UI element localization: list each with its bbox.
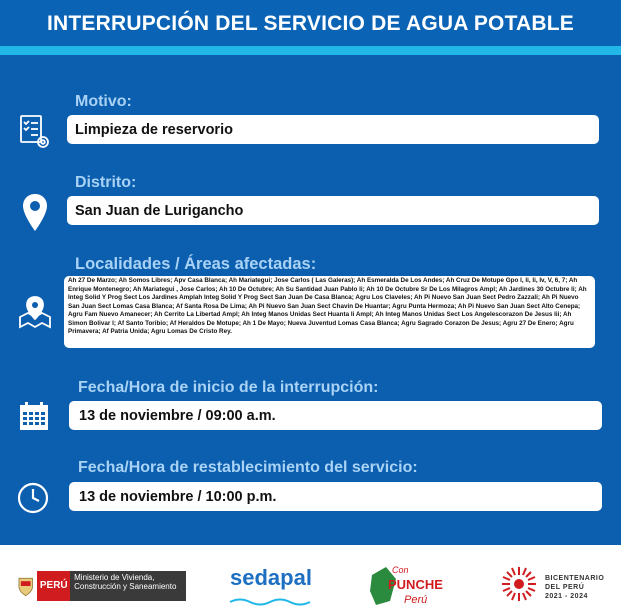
distrito-label: Distrito: — [75, 174, 137, 191]
inicio-value: 13 de noviembre / 09:00 a.m. — [69, 401, 602, 430]
coat-of-arms-icon — [18, 575, 33, 597]
sedapal-wave-icon — [228, 593, 318, 611]
punche-text-3: Perú — [404, 594, 428, 606]
peru-badge: PERÚ — [37, 571, 70, 601]
ministerio-name: Ministerio de Vivienda, Construcción y Saneamiento — [70, 571, 186, 601]
sedapal-logo: sedapal — [230, 565, 312, 590]
motivo-value: Limpieza de reservorio — [67, 115, 599, 144]
clock-icon — [17, 482, 49, 514]
motivo-label: Motivo: — [75, 93, 132, 110]
location-pin-icon — [22, 193, 48, 233]
punche-text-1: Con — [392, 565, 409, 575]
page-title: INTERRUPCIÓN DEL SERVICIO DE AGUA POTABLE — [0, 0, 621, 46]
header-stripe — [0, 46, 621, 55]
bicentenario-logo-icon — [500, 565, 538, 608]
calendar-icon — [19, 401, 49, 431]
con-punche-peru-logo — [366, 561, 448, 616]
map-pin-icon — [18, 295, 52, 329]
bicentenario-line-3: 2021 - 2024 — [545, 593, 588, 600]
punche-text-2: PUNCHE — [388, 577, 443, 592]
checklist-icon — [19, 114, 51, 150]
restablecimiento-label: Fecha/Hora de restablecimiento del servicio: — [78, 459, 418, 476]
localidades-value: Ah 27 De Marzo; Ah Somos Libres; Apv Casa Blanca; Ah Mariategui; Jose Carlos ( Las Galeras); Ah Esmeralda De Los Andes; Ah Cruz De Motupe Gpo I, Ii, Ii, Iv, V, 6, 7; Ah Enrique Montenegro; Ah Mariategui , Jose Carlos; Ah 10 De Octubre; Ah Su Santidad Juan Pablo Ii; Ah 10 De Octubre Sr De Los Milagros Ampl; Ah Jardines 30 Octubre Ii; Ah Integ Solid Y Prog Sect Los Jardines Amplah Integ Solid Y Prog Sect San Juan De Casa Blanca; Agru Los Claveles; Ah Pi Nuevo San Juan Sect Pedro Zazzali; Ah Pi Nuevo San Juan Sect Lomas Casa Blanca; Af Santa Rosa De Lima; Ah Pi Nuevo San Juan Sect Chavin De Huantar; Agru Punta Hermoza; Ah Pi Nuevo San Juan Sect Alto Cenepa; Agru Fam Nuevo Amanecer; Ah Cerrito La Libertad Ampl; Ah Integ Manos Unidas Sect Huanta Ii Ampl; Ah Integ Manos Unidas Sect Los Angelescorazon De Jesus Iii; Ah Simon Bolivar I; Af Santo Toribio; Af Heraldos De Motupe; Ah 1 De Mayo; Nueva Juventud Lomas Casa Blanca; Agru Sagrado Corazon De Jesus; Agru 27 De Enero; Agru Primavera; Af Patria Unida; Agru Lomas De Cristo Rey. — [64, 276, 595, 348]
inicio-label: Fecha/Hora de inicio de la interrupción: — [78, 379, 379, 396]
ministerio-logo — [18, 569, 186, 602]
bicentenario-line-2: DEL PERÚ — [545, 584, 585, 591]
restablecimiento-value: 13 de noviembre / 10:00 p.m. — [69, 482, 602, 511]
distrito-value: San Juan de Lurigancho — [67, 196, 599, 225]
localidades-label: Localidades / Áreas afectadas: — [75, 255, 317, 273]
bicentenario-text — [545, 574, 604, 601]
bicentenario-line-1: BICENTENARIO — [545, 575, 605, 582]
